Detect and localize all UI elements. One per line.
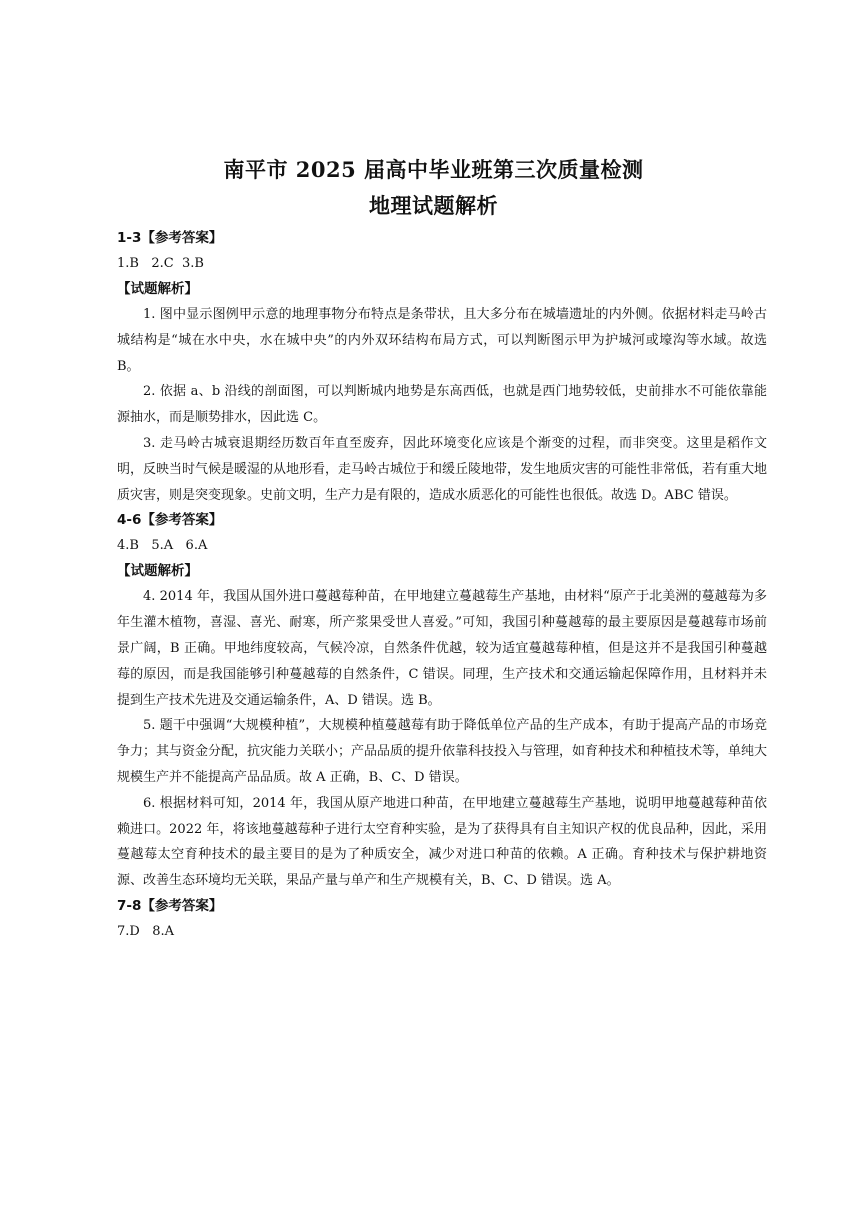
document-body [117, 226, 767, 945]
answers-4-6: 4.B 5.A 6.A [117, 538, 208, 554]
analysis-paragraph-q2: 2. 依据 a、b 沿线的剖面图，可以判断城内地势是东高西低，也就是西门地势较低，史前排水不可能依靠能源抽水，而是顺势排水，因此选 C。 [117, 384, 767, 426]
analysis-heading-4-6: 【试题解析】 [117, 563, 198, 580]
analysis-paragraph-q4: 4. 2014 年，我国从国外进口蔓越莓种苗，在甲地建立蔓越莓生产基地，由材料“原产于北美洲的蔓越莓为多年生灌木植物，喜湿、喜光、耐寒，所产浆果受世人喜爱。”可知，我国引种蔓越莓的最主要原因是蔓越莓市场前景广阔，B 正确。甲地纬度较高，气候冷凉，自然条件优越，较为适宜蔓越莓种植，但是这并不是我国引种蔓越莓的原因，而是我国能够引种蔓越莓的自然条件，C 错误。同理，生产技术和交通运输起保障作用，且材料并未提到生产技术先进及交通运输条件，A、D 错误。选 B。 [117, 589, 767, 708]
analysis-paragraph-q3: 3. 走马岭古城衰退期经历数百年直至废弃，因此环境变化应该是个渐变的过程，而非突变。这里是稻作文明，反映当时气候是暖湿的从地形看，走马岭古城位于和缓丘陵地带，发生地质灾害的可能性非常低，若有重大地质灾害，则是突变现象。史前文明，生产力是有限的，造成水质恶化的可能性也很低。故选 D。ABC 错误。 [117, 435, 768, 503]
answer-heading-7-8: 7-8【参考答案】 [117, 897, 223, 914]
document-subtitle: 地理试题解析 [369, 193, 498, 218]
analysis-paragraph-q5: 5. 题干中强调“大规模种植”，大规模种植蔓越莓有助于降低单位产品的生产成本，有助于提高产品的市场竞争力；其与资金分配，抗灾能力关联小；产品品质的提升依靠科技投入与管理，如育种技术和种植技术等，单纯大规模生产并不能提高产品品质。故 A 正确，B、C、D 错误。 [117, 718, 768, 785]
answers-1-3: 1.B 2.C 3.B [117, 256, 204, 271]
answers-7-8: 7.D 8.A [117, 923, 175, 939]
document-title: 南平市 2025 届高中毕业班第三次质量检测 [223, 157, 644, 182]
analysis-paragraph-q6: 6. 根据材料可知，2014 年，我国从原产地进口种苗，在甲地建立蔓越莓生产基地，说明甲地蔓越莓种苗依赖进口。2022 年，将该地蔓越莓种子进行太空育种实验，是为了获得具有自主知识产权的优良品种，因此，采用蔓越莓太空育种技术的最主要目的是为了种质安全，减少对进口种苗的依赖。A 正确。育种技术与保护耕地资源、改善生态环境均无关联，果品产量与单产和生产规模有关，B、C、D 错误。选 A。 [117, 795, 767, 889]
answer-heading-4-6: 4-6【参考答案】 [117, 512, 223, 529]
analysis-paragraph-q1: 1. 图中显示图例甲示意的地理事物分布特点是条带状，且大多分布在城墙遗址的内外侧。依据材料走马岭古城结构是“城在水中央，水在城中央”的内外双环结构布局方式，可以判断图示甲为护城河或壕沟等水域。故选 B。 [117, 307, 767, 374]
answer-heading-1-3: 1-3【参考答案】 [117, 230, 223, 246]
analysis-heading-1-3: 【试题解析】 [117, 281, 198, 297]
